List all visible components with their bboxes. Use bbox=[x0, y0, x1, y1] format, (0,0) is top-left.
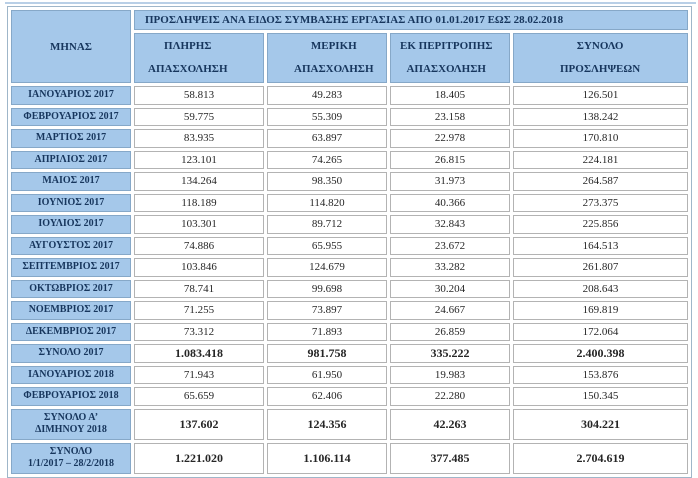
table-body bbox=[11, 86, 688, 474]
month-cell bbox=[11, 151, 131, 170]
table-row bbox=[11, 344, 688, 363]
value-cell-total: 153.876 bbox=[513, 366, 688, 385]
month-cell bbox=[11, 172, 131, 191]
value-cell-rotation-work: 22.978 bbox=[390, 129, 510, 148]
value-cell-full-time: 118.189 bbox=[134, 194, 264, 213]
value-cell-rotation-work: 33.282 bbox=[390, 258, 510, 277]
month-label: ΙΟΥΝΙΟΣ 2017 bbox=[37, 196, 105, 208]
value-cell-total: 208.643 bbox=[513, 280, 688, 299]
table-row bbox=[11, 151, 688, 170]
table-row bbox=[11, 280, 688, 299]
value-cell-full-time: 78.741 bbox=[134, 280, 264, 299]
month-cell bbox=[11, 215, 131, 234]
value-cell-part-time: 99.698 bbox=[267, 280, 387, 299]
value-cell-total: 172.064 bbox=[513, 323, 688, 342]
value-cell-rotation-work: 377.485 bbox=[390, 443, 510, 474]
value-cell-full-time: 1.221.020 bbox=[134, 443, 264, 474]
table-row bbox=[11, 237, 688, 256]
value-cell-rotation-work: 22.280 bbox=[390, 387, 510, 406]
table-row bbox=[11, 366, 688, 385]
table-row bbox=[11, 258, 688, 277]
value-cell-rotation-work: 23.672 bbox=[390, 237, 510, 256]
column-header-line2: ΠΡΟΣΛΗΨΕΩΝ bbox=[560, 63, 641, 75]
value-cell-rotation-work: 26.859 bbox=[390, 323, 510, 342]
column-header-line2: ΑΠΑΣΧΟΛΗΣΗ bbox=[148, 63, 228, 75]
value-cell-part-time: 124.679 bbox=[267, 258, 387, 277]
month-label-line2: ΔΙΜΗΝΟΥ 2018 bbox=[35, 424, 107, 435]
month-label: ΙΟΥΛΙΟΣ 2017 bbox=[38, 218, 104, 229]
top-divider-rule bbox=[5, 2, 696, 4]
table-row bbox=[11, 443, 688, 474]
title-row bbox=[11, 10, 688, 30]
value-cell-rotation-work: 42.263 bbox=[390, 409, 510, 440]
column-header-month: ΜΗΝΑΣ bbox=[11, 10, 131, 83]
month-cell bbox=[11, 344, 131, 363]
value-cell-part-time: 61.950 bbox=[267, 366, 387, 385]
value-cell-part-time: 65.955 bbox=[267, 237, 387, 256]
value-cell-full-time: 74.886 bbox=[134, 237, 264, 256]
column-header-total-hirings bbox=[513, 33, 688, 83]
column-header-line1: ΜΕΡΙΚΗ bbox=[310, 40, 357, 52]
value-cell-total: 224.181 bbox=[513, 151, 688, 170]
month-cell bbox=[11, 129, 131, 148]
table-row bbox=[11, 215, 688, 234]
value-cell-total: 164.513 bbox=[513, 237, 688, 256]
value-cell-full-time: 1.083.418 bbox=[134, 344, 264, 363]
month-cell bbox=[11, 86, 131, 105]
month-label: ΑΠΡΙΛΙΟΣ 2017 bbox=[34, 153, 108, 165]
value-cell-rotation-work: 23.158 bbox=[390, 108, 510, 127]
month-label-line2: 1/1/2017 – 28/2/2018 bbox=[27, 458, 115, 469]
month-label: ΣΥΝΟΛΟ Α’ bbox=[43, 411, 99, 423]
value-cell-full-time: 73.312 bbox=[134, 323, 264, 342]
month-label: ΣΕΠΤΕΜΒΡΙΟΣ 2017 bbox=[22, 261, 120, 272]
value-cell-total: 261.807 bbox=[513, 258, 688, 277]
table-row bbox=[11, 301, 688, 320]
value-cell-full-time: 123.101 bbox=[134, 151, 264, 170]
month-cell bbox=[11, 194, 131, 213]
value-cell-total: 126.501 bbox=[513, 86, 688, 105]
value-cell-rotation-work: 26.815 bbox=[390, 151, 510, 170]
value-cell-total: 2.704.619 bbox=[513, 443, 688, 474]
table-row bbox=[11, 129, 688, 148]
value-cell-part-time: 49.283 bbox=[267, 86, 387, 105]
month-label: ΑΥΓΟΥΣΤΟΣ 2017 bbox=[28, 239, 114, 251]
month-cell bbox=[11, 443, 131, 474]
value-cell-part-time: 74.265 bbox=[267, 151, 387, 170]
month-label: ΜΑΙΟΣ 2017 bbox=[42, 175, 100, 186]
month-cell bbox=[11, 237, 131, 256]
value-cell-full-time: 71.255 bbox=[134, 301, 264, 320]
value-cell-rotation-work: 30.204 bbox=[390, 280, 510, 299]
column-header-line2: ΑΠΑΣΧΟΛΗΣΗ bbox=[294, 63, 374, 75]
value-cell-part-time: 62.406 bbox=[267, 387, 387, 406]
value-cell-total: 169.819 bbox=[513, 301, 688, 320]
value-cell-part-time: 1.106.114 bbox=[267, 443, 387, 474]
value-cell-full-time: 103.846 bbox=[134, 258, 264, 277]
value-cell-total: 273.375 bbox=[513, 194, 688, 213]
month-cell bbox=[11, 301, 131, 320]
column-header-line1: ΣΥΝΟΛΟ bbox=[576, 40, 624, 52]
month-label: ΦΕΒΡΟΥΑΡΙΟΣ 2017 bbox=[23, 110, 119, 122]
table-row bbox=[11, 409, 688, 440]
value-cell-total: 2.400.398 bbox=[513, 344, 688, 363]
value-cell-total: 264.587 bbox=[513, 172, 688, 191]
month-cell bbox=[11, 323, 131, 342]
value-cell-rotation-work: 19.983 bbox=[390, 366, 510, 385]
value-cell-full-time: 71.943 bbox=[134, 366, 264, 385]
month-label: ΦΕΒΡΟΥΑΡΙΟΣ 2018 bbox=[23, 390, 119, 401]
value-cell-full-time: 59.775 bbox=[134, 108, 264, 127]
value-cell-total: 225.856 bbox=[513, 215, 688, 234]
value-cell-rotation-work: 40.366 bbox=[390, 194, 510, 213]
column-header-line1: ΕΚ ΠΕΡΙΤΡΟΠΗΣ bbox=[400, 40, 493, 52]
month-cell bbox=[11, 387, 131, 406]
table-header bbox=[11, 10, 688, 83]
value-cell-total: 150.345 bbox=[513, 387, 688, 406]
value-cell-part-time: 98.350 bbox=[267, 172, 387, 191]
value-cell-total: 138.242 bbox=[513, 108, 688, 127]
value-cell-rotation-work: 32.843 bbox=[390, 215, 510, 234]
value-cell-part-time: 55.309 bbox=[267, 108, 387, 127]
table-row bbox=[11, 194, 688, 213]
month-label: ΙΑΝΟΥΑΡΙΟΣ 2018 bbox=[28, 368, 114, 380]
value-cell-rotation-work: 18.405 bbox=[390, 86, 510, 105]
value-cell-full-time: 58.813 bbox=[134, 86, 264, 105]
value-cell-full-time: 65.659 bbox=[134, 387, 264, 406]
value-cell-part-time: 124.356 bbox=[267, 409, 387, 440]
month-label: ΝΟΕΜΒΡΙΟΣ 2017 bbox=[28, 304, 114, 315]
column-header-line1: ΠΛΗΡΗΣ bbox=[164, 40, 212, 52]
table-title: ΠΡΟΣΛΗΨΕΙΣ ΑΝΑ ΕΙΔΟΣ ΣΥΜΒΑΣΗΣ ΕΡΓΑΣΙΑΣ ΑΠΟ 01.01.2017 ΕΩΣ 28.02.2018 bbox=[134, 10, 688, 30]
table-row bbox=[11, 108, 688, 127]
value-cell-total: 170.810 bbox=[513, 129, 688, 148]
value-cell-full-time: 137.602 bbox=[134, 409, 264, 440]
month-label: ΟΚΤΩΒΡΙΟΣ 2017 bbox=[29, 282, 113, 294]
month-label: ΜΑΡΤΙΟΣ 2017 bbox=[35, 132, 107, 143]
column-header-rotation-work bbox=[390, 33, 510, 83]
value-cell-part-time: 73.897 bbox=[267, 301, 387, 320]
month-cell bbox=[11, 280, 131, 299]
value-cell-rotation-work: 24.667 bbox=[390, 301, 510, 320]
column-header-line2: ΑΠΑΣΧΟΛΗΣΗ bbox=[406, 63, 486, 75]
month-cell bbox=[11, 258, 131, 277]
value-cell-full-time: 103.301 bbox=[134, 215, 264, 234]
table-row bbox=[11, 172, 688, 191]
column-header-part-time bbox=[267, 33, 387, 83]
value-cell-part-time: 114.820 bbox=[267, 194, 387, 213]
month-cell bbox=[11, 409, 131, 440]
table-row bbox=[11, 86, 688, 105]
month-cell bbox=[11, 108, 131, 127]
value-cell-total: 304.221 bbox=[513, 409, 688, 440]
hirings-by-contract-type-table bbox=[7, 6, 692, 478]
month-cell bbox=[11, 366, 131, 385]
value-cell-part-time: 71.893 bbox=[267, 323, 387, 342]
value-cell-part-time: 63.897 bbox=[267, 129, 387, 148]
table-row bbox=[11, 387, 688, 406]
month-label: ΣΥΝΟΛΟ bbox=[49, 445, 93, 457]
value-cell-rotation-work: 31.973 bbox=[390, 172, 510, 191]
value-cell-part-time: 89.712 bbox=[267, 215, 387, 234]
table-row bbox=[11, 323, 688, 342]
month-label: ΙΑΝΟΥΑΡΙΟΣ 2017 bbox=[28, 89, 114, 100]
month-label: ΣΥΝΟΛΟ 2017 bbox=[38, 347, 104, 358]
value-cell-rotation-work: 335.222 bbox=[390, 344, 510, 363]
value-cell-full-time: 83.935 bbox=[134, 129, 264, 148]
column-header-full-time bbox=[134, 33, 264, 83]
value-cell-part-time: 981.758 bbox=[267, 344, 387, 363]
value-cell-full-time: 134.264 bbox=[134, 172, 264, 191]
month-label: ΔΕΚΕΜΒΡΙΟΣ 2017 bbox=[25, 325, 117, 337]
